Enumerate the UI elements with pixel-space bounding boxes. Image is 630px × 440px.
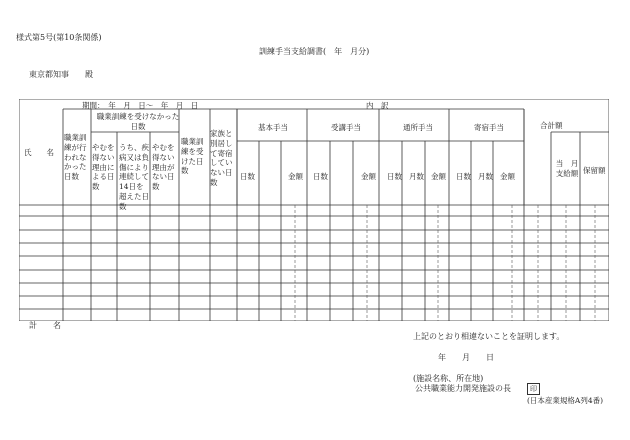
name-header: 氏 名 [24, 148, 54, 157]
facility-head: 公共職業能力開発施設の長 [415, 384, 511, 393]
addressee: 東京都知事 殿 [29, 70, 93, 79]
lodging-allowance-header: 寄宿手当 [474, 123, 504, 132]
date-line: 年 月 日 [438, 353, 494, 362]
training-absent-header: 職業訓練が行われなかった日数 [64, 133, 87, 181]
current-month-header: 当 月支給額 [555, 159, 579, 178]
basic-days-header: 日数 [240, 172, 255, 181]
footer-note: (日本産業規格A列4番) [527, 396, 604, 405]
seal-mark: 印 [527, 383, 540, 395]
certify-text: 上記のとおり相違ないことを証明します。 [413, 332, 565, 341]
total-row-label: 計 名 [29, 321, 61, 330]
form-table [19, 99, 609, 321]
unavoidable-not-header: やむを得ない理由がない日数 [152, 143, 175, 191]
commute-amount-header: 金額 [431, 172, 446, 181]
lodging-days-header: 日数 [456, 172, 471, 181]
basic-allowance-header: 基本手当 [258, 123, 288, 132]
facility-label: (施設名称、所在地) [413, 374, 484, 383]
attended-header: 職業訓練を受けた日数 [181, 137, 204, 176]
no-training-days-header: 職業訓練を受けなかった日数 [96, 112, 180, 131]
reserved-header: 保留額 [583, 166, 606, 175]
breakdown-label: 内 訳 [366, 101, 389, 110]
commute-months-header: 月数 [409, 172, 424, 181]
lecture-amount-header: 金額 [361, 172, 376, 181]
family-separation-header: 家族と別居して寄宿していない日数 [210, 129, 233, 187]
lecture-days-header: 日数 [313, 172, 328, 181]
basic-amount-header: 金額 [288, 172, 303, 181]
form-title: 訓練手当支給調書( 年 月分) [259, 47, 370, 56]
lodging-amount-header: 金額 [500, 172, 515, 181]
commute-days-header: 日数 [387, 172, 402, 181]
commute-allowance-header: 通所手当 [403, 123, 433, 132]
total-header: 合計額 [540, 121, 563, 130]
unavoidable-header: やむを得ない理由による日数 [92, 143, 115, 191]
lecture-allowance-header: 受講手当 [331, 123, 361, 132]
form-number: 様式第5号(第10条関係) [16, 33, 102, 42]
lodging-months-header: 月数 [478, 172, 493, 181]
period-label: 期間： 年 月 日～ 年 月 日 [82, 101, 199, 110]
sick-header: うち、疾病又は負傷により連続して14日を超えた日数 [119, 143, 149, 211]
